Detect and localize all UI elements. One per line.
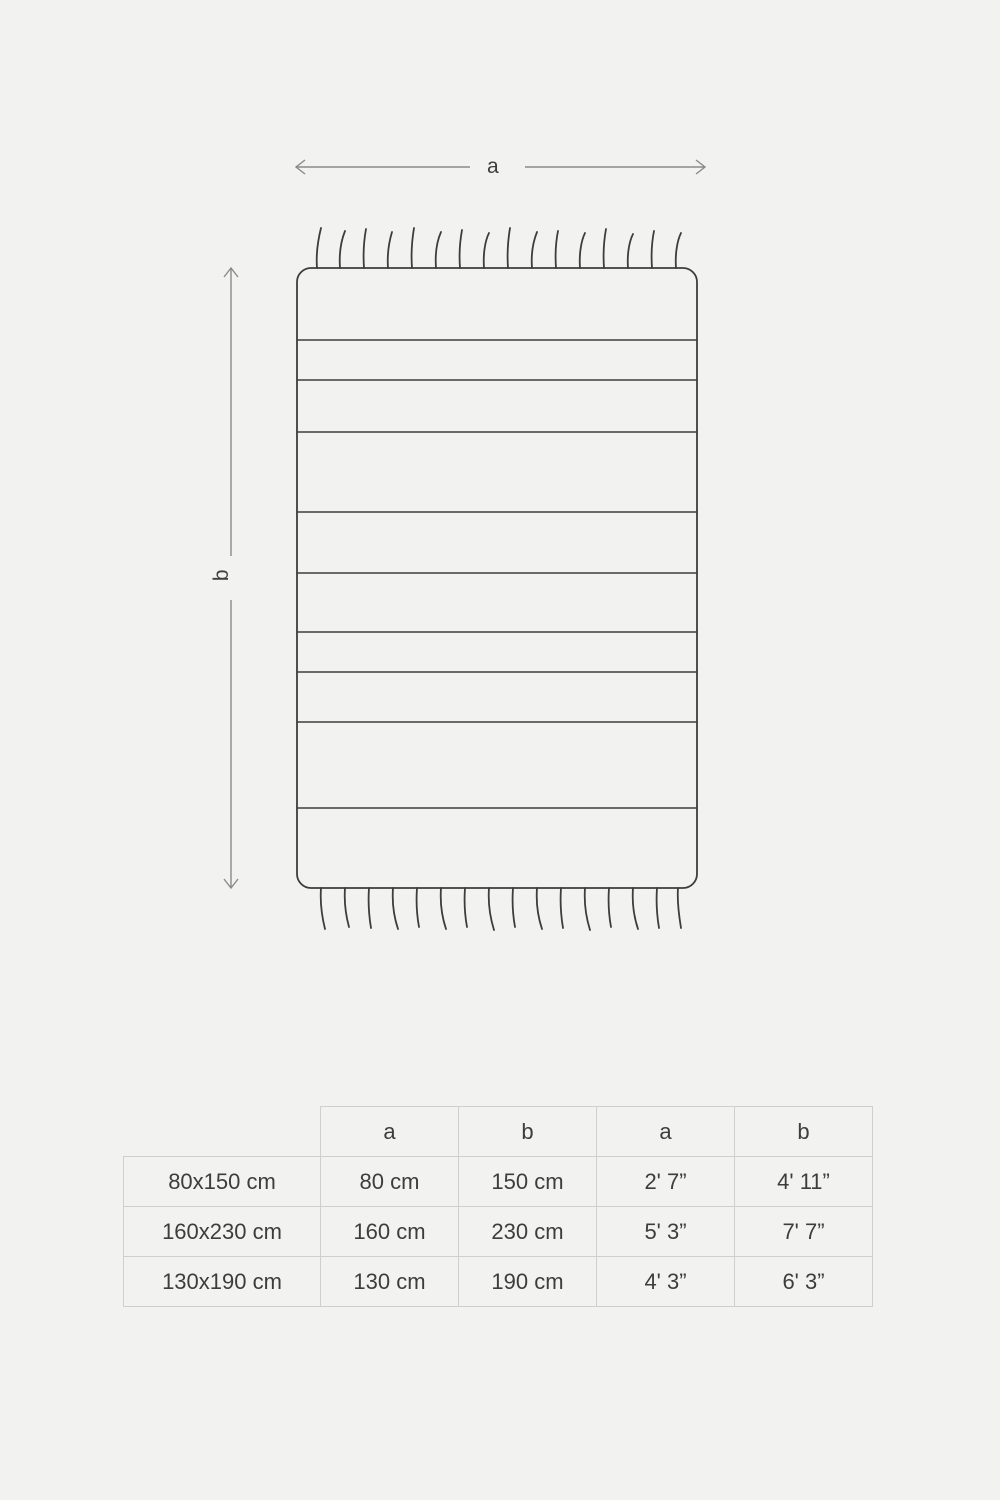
rug-body-outline — [297, 268, 697, 888]
row-b-in: 7' 7” — [735, 1207, 873, 1257]
top-fringe — [317, 228, 681, 268]
bottom-fringe — [321, 888, 681, 930]
height-dimension-label: b — [210, 568, 234, 582]
row-size-label: 160x230 cm — [124, 1207, 321, 1257]
table-header-row — [124, 1107, 873, 1157]
row-a-in: 4' 3” — [597, 1257, 735, 1307]
rug-stripes — [297, 340, 697, 808]
row-a-cm: 130 cm — [321, 1257, 459, 1307]
row-a-cm: 80 cm — [321, 1157, 459, 1207]
table-row — [124, 1207, 873, 1257]
row-b-cm: 190 cm — [459, 1257, 597, 1307]
width-dimension-label: a — [487, 155, 500, 178]
row-a-in: 2' 7” — [597, 1157, 735, 1207]
row-b-cm: 230 cm — [459, 1207, 597, 1257]
row-a-in: 5' 3” — [597, 1207, 735, 1257]
table-header-a-cm: a — [321, 1107, 459, 1157]
table-header-a-in: a — [597, 1107, 735, 1157]
table-header-spacer — [124, 1107, 321, 1157]
table-header-b-in: b — [735, 1107, 873, 1157]
row-a-cm: 160 cm — [321, 1207, 459, 1257]
row-size-label: 80x150 cm — [124, 1157, 321, 1207]
table-header-b-cm: b — [459, 1107, 597, 1157]
row-size-label: 130x190 cm — [124, 1257, 321, 1307]
row-b-in: 4' 11” — [735, 1157, 873, 1207]
table-row — [124, 1257, 873, 1307]
size-chart-table — [123, 1106, 873, 1307]
horizontal-dimension-arrow — [296, 160, 705, 174]
row-b-cm: 150 cm — [459, 1157, 597, 1207]
table-row — [124, 1157, 873, 1207]
row-b-in: 6' 3” — [735, 1257, 873, 1307]
